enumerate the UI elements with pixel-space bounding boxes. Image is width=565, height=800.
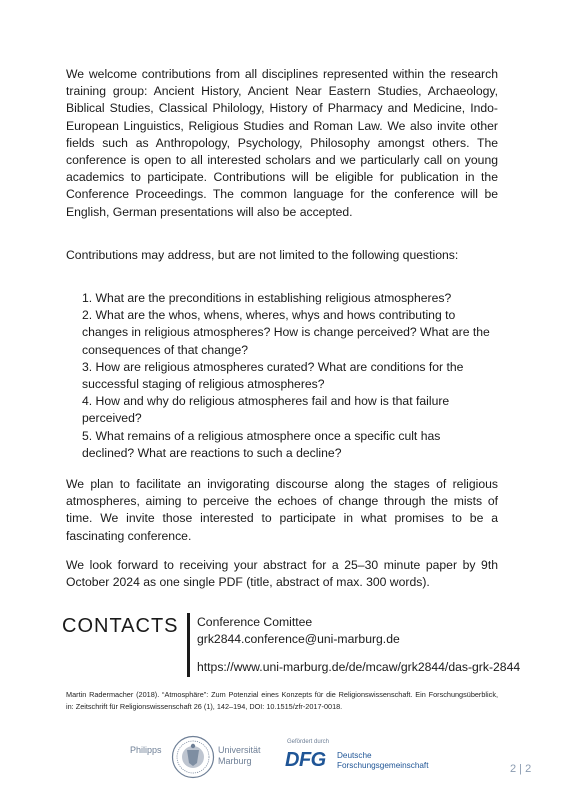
university-name-left: Philipps	[130, 745, 162, 755]
question-item: 2. What are the whos, whens, wheres, whys and hows contributing to changes in religious atmospheres? How is change perceived? What are the consequences of that change?	[82, 308, 490, 357]
page-number: 2 | 2	[510, 763, 532, 775]
contacts-divider	[187, 613, 190, 677]
committee-label: Conference Comittee	[197, 615, 313, 629]
submission-paragraph: We look forward to receiving your abstract for a 25–30 minute paper by 9th October 2024 as one single PDF (title, abstract of max. 300 words).	[66, 558, 498, 590]
question-item: 3. How are religious atmospheres curated? What are conditions for the successful staging of religious atmospheres?	[82, 359, 464, 392]
city-word: Marburg	[218, 756, 252, 766]
university-word: Universität	[218, 745, 261, 755]
dfg-logo: DFG	[285, 749, 326, 771]
question-item: 1. What are the preconditions in establishing religious atmospheres?	[82, 291, 452, 305]
questions-list	[82, 290, 492, 462]
intro-paragraph: We welcome contributions from all disciplines represented within the research training group: Ancient History, Ancient Near Eastern Studies, Archaeology, Biblical Studies, Classical Philology, History of Pharmacy and Medicine, Indo-European Linguistics, Religious Studies and Roman Law. We also invite other fields such as Anthropology, Psychology, Philosophy amongst others. The conference is open to all interested scholars and we particularly call on young academics to participate. Contributions will be eligible for publication in the Conference Proceedings. The common language for the conference will be English, German presentations will also be accepted.	[66, 67, 498, 219]
funded-by-label: Gefördert durch	[287, 739, 330, 745]
footer-logos	[130, 735, 430, 780]
contact-email-link[interactable]: grk2844.conference@uni-marburg.de	[197, 632, 400, 646]
question-item: 4. How and why do religious atmospheres fail and how is that failure perceived?	[82, 394, 450, 426]
dfg-name-line: Forschungsgemeinschaft	[337, 761, 429, 770]
university-seal-logo	[171, 735, 215, 779]
dfg-name-line: Deutsche	[337, 751, 372, 760]
university-name-right	[218, 745, 261, 767]
contacts-heading: CONTACTS	[62, 615, 179, 637]
contact-url-link[interactable]: https://www.uni-marburg.de/de/mcaw/grk2844/das-grk-2844	[197, 660, 521, 674]
reference-citation: Martin Radermacher (2018). “Atmosphäre”: Zum Potenzial eines Konzepts für die Religionswissenschaft. Ein Forschungsüberblick, in: Zeitschrift für Religionswissenschaft 26 (1), 142–194, DOI: 10.1515/zfr-2017-0018.	[66, 690, 498, 711]
questions-intro: Contributions may address, but are not limited to the following questions:	[66, 248, 459, 262]
discourse-paragraph: We plan to facilitate an invigorating discourse along the stages of religious atmospheres, aiming to perceive the echoes of change through the mists of time. We invite those interested to participate in what promises to be a fascinating conference.	[66, 477, 498, 543]
question-item: 5. What remains of a religious atmosphere once a specific cult has declined? What are reactions to such a decline?	[82, 428, 441, 460]
dfg-name	[337, 751, 428, 771]
